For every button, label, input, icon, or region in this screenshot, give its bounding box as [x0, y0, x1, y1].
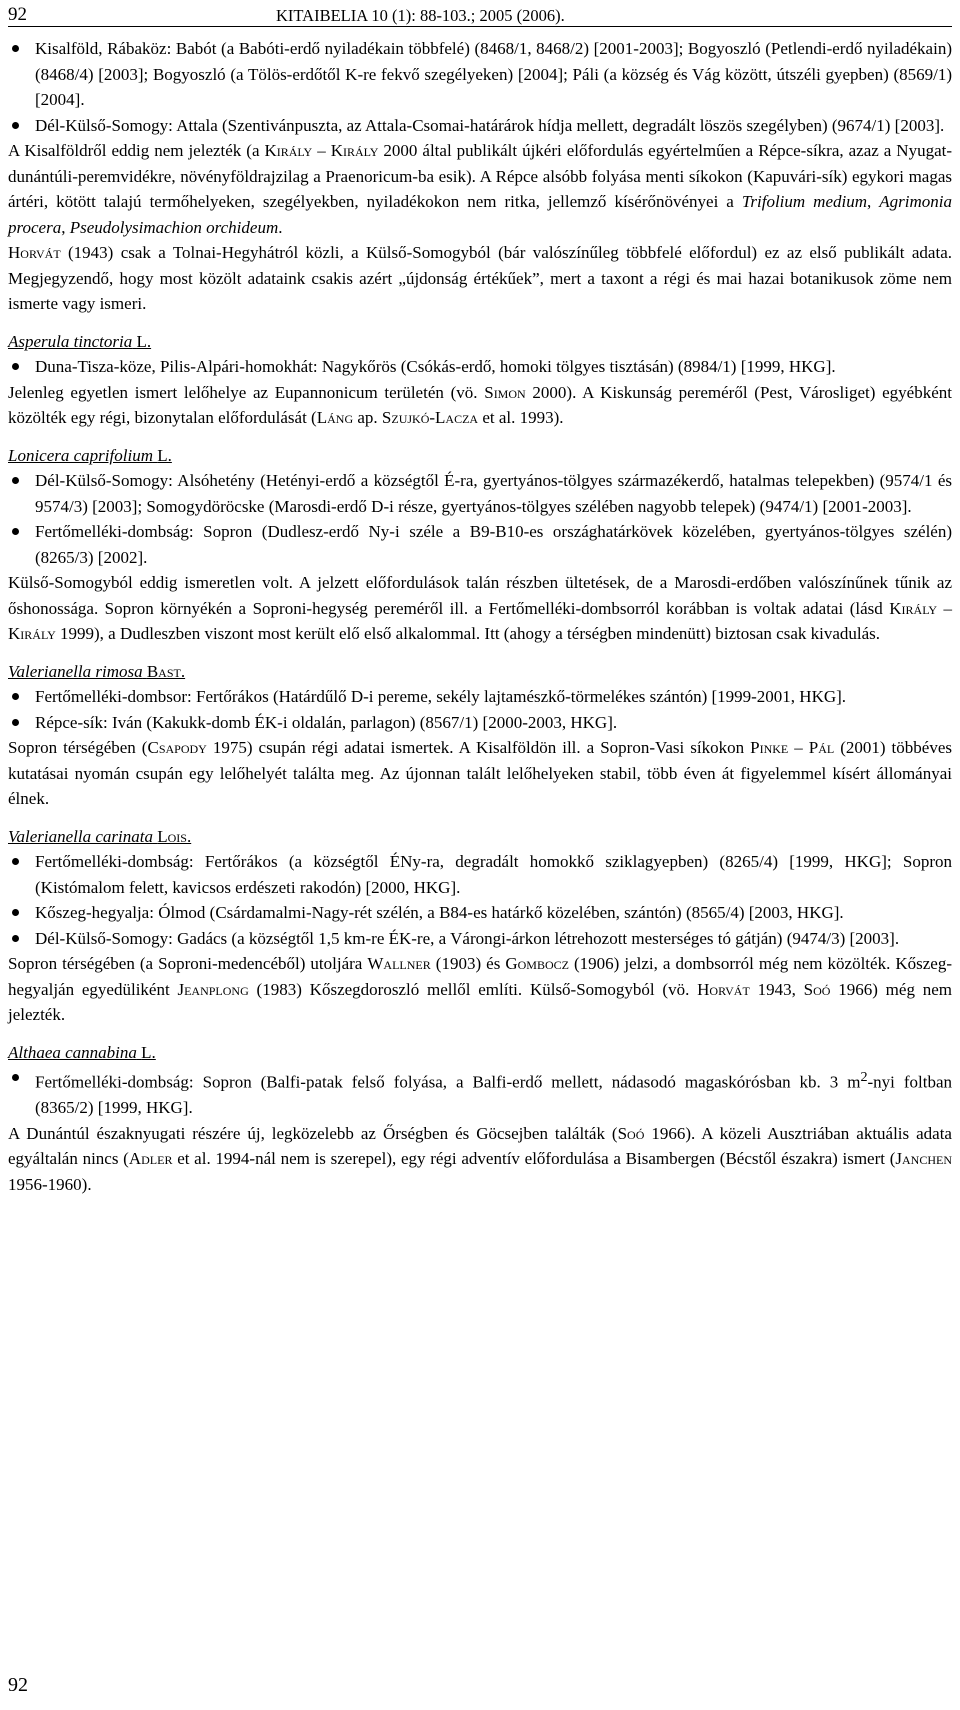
species-heading [8, 659, 952, 685]
author-name: Pál [808, 738, 835, 757]
discussion-paragraph: Horvát (1943) csak a Tolnai-Hegyhátról közli, a Külső-Somogyból (bár valószínűleg többfelé előfordul) ez az első publikált adata. Megjegyzendő, hogy most közölt adataink csakis azért „újdonság értékűek”, mert a taxont a régi és mai hazai botanikusok zöme nem ismerte vagy ismeri. [8, 243, 952, 313]
author-name: Janchen [895, 1149, 953, 1169]
discussion-paragraph: Sopron térségében (Csapody 1975) csupán régi adatai ismertek. A Kisalföldön ill. a Sopron-Vasi síkokon Pinke – Pál (2001) többéves kutatásai nyomán csupán egy lelőhelyét találta meg. Az újonnan talált lelőhelyeken stabil, több éven át figyelemmel kísért állományai élnek. [8, 738, 952, 808]
species-heading [8, 443, 952, 469]
article-body [8, 36, 952, 1197]
author-name: Gombocz [505, 954, 569, 973]
species-name: Asperula tinctoria [8, 331, 133, 351]
author-name: Pinke [750, 738, 789, 757]
author-name: Adler [128, 1149, 173, 1169]
species-author: L. [157, 445, 172, 465]
species-author: L. [141, 1042, 156, 1062]
locality-entry: Kisalföld, Rábaköz: Babót (a Babóti-erdő nyiladékain többfelé) (8468/1, 8468/2) [2001-2003]; Bogyoszló (Petlendi-erdő nyiladékain) (8468/4) [2003]; Bogyoszló (a Tölös-erdőtől K-re fekvő szegélyeken) [2004]; Páli (a község és Vág között, útszéli gyepben) (8569/1) [2004]. [8, 36, 952, 113]
species-heading [8, 1040, 952, 1066]
author-name: Király [264, 141, 313, 160]
author-name: Király [330, 141, 379, 160]
discussion-paragraph: Jelenleg egyetlen ismert lelőhelye az Eupannonicum területén (vö. Simon 2000). A Kiskunság pereméről (Pest, Városliget) egyébként közölték egy régi, bizonytalan előfordulását (Láng ap. Szujkó-Lacza et al. 1993). [8, 382, 952, 427]
species-author: L. [136, 331, 152, 351]
page-number-top: 92 [8, 4, 27, 25]
species-heading [8, 824, 952, 850]
taxon-name: Agrimonia procera [8, 192, 953, 237]
locality-entry: Fertőmelléki-dombsor: Fertőrákos (Határdűlő D-i pereme, sekély lajtamészkő-törmelékes szántón) [1999-2001, HKG]. [8, 684, 952, 710]
running-header [8, 4, 952, 27]
species-author: Bast. [146, 661, 186, 681]
author-name: Jeanplong [177, 979, 249, 999]
author-name: Szujkó-Lacza [381, 408, 479, 427]
species-name: Valerianella rimosa [8, 661, 143, 681]
locality-entry: Dél-Külső-Somogy: Gadács (a községtől 1,5 km-re ÉK-re, a Várongi-árkon létrehozott mesterséges tó gátján) (9474/3) [2003]. [8, 926, 952, 952]
locality-entry: Kőszeg-hegyalja: Ólmod (Csárdamalmi-Nagy-rét szélén, a B84-es határkő közelében, szántón) (8565/4) [2003, HKG]. [8, 900, 952, 926]
locality-entry: Dél-Külső-Somogy: Alsóhetény (Hetényi-erdő a községtől É-ra, gyertyános-tölgyes származékerdő, hatalmas telepekben) (9574/1 és 9574/3) [2003]; Somogydöröcske (Marosdi-erdő D-i része, gyertyános-tölgyes szélében nagyobb telepek) (9474/1) [2001-2003]. [8, 468, 952, 519]
author-name: Király [889, 598, 937, 618]
author-name: Horvát [697, 979, 750, 999]
author-name: Csapody [147, 738, 207, 757]
author-name: Horvát [8, 243, 61, 262]
species-heading [8, 329, 952, 355]
species-name: Valerianella carinata [8, 826, 153, 846]
author-name: Simon [484, 382, 526, 402]
locality-entry: Fertőmelléki-dombság: Sopron (Balfi-patak felső folyása, a Balfi-erdő mellett, nádasodó magaskórósban kb. 3 $m^2$-nyi foltban (8365/2) [1999, HKG]. [8, 1065, 952, 1121]
journal-citation: KITAIBELIA 10 (1): 88-103.; 2005 (2006). [276, 6, 565, 25]
species-name: Lonicera caprifolium [8, 445, 153, 465]
taxon-name: Pseudolysimachion orchideum [69, 217, 279, 237]
author-name: Láng [316, 408, 354, 427]
locality-entry: Répce-sík: Iván (Kakukk-domb ÉK-i oldalán, parlagon) (8567/1) [2000-2003, HKG]. [8, 710, 952, 736]
page-number-bottom: 92 [8, 1674, 28, 1696]
locality-entry: Fertőmelléki-dombság: Fertőrákos (a községtől ÉNy-ra, degradált homokkő sziklagyepben) (8265/4) [1999, HKG]; Sopron (Kistómalom felett, kavicsos erdészeti rakodón) [2000, HKG]. [8, 849, 952, 900]
superscript: 2 [860, 1069, 868, 1085]
author-name: Wallner [367, 954, 431, 973]
species-name: Althaea cannabina [8, 1042, 137, 1062]
locality-entry: Duna-Tisza-köze, Pilis-Alpári-homokhát: Nagykőrös (Csókás-erdő, homoki tölgyes tisztásán) (8984/1) [1999, HKG]. [8, 354, 952, 380]
species-author: Lois. [157, 826, 192, 846]
taxon-name: Trifolium medium [741, 192, 868, 211]
discussion-paragraph: Sopron térségében (a Soproni-medencéből) utoljára Wallner (1903) és Gombocz (1906) jelzi, a dombsorról még nem közölték. Kőszeg-hegyalján egyedüliként Jeanplong (1983) Kőszegdoroszló mellől említi. Külső-Somogyból (vö. Horvát 1943, Soó 1966) még nem jelezték. [8, 954, 953, 1024]
locality-entry: Fertőmelléki-dombság: Sopron (Dudlesz-erdő Ny-i széle a B9-B10-es országhatárkövek közelében, gyertyános-tölgyes szélén) (8265/3) [2002]. [8, 519, 952, 570]
discussion-paragraph: A Kisalföldről eddig nem jelezték (a Király – Király 2000 által publikált újkéri előfordulás egyértelműen a Répce-síkra, azaz a Nyugat-dunántúli-peremvidékre, növényföldrajzilag a Praenoricum-ba esik). A Répce alsóbb folyása menti síkokon (Kapuvári-sík) egykori magas ártéri, kötött talajú termőhelyeken, szegélyekben, nyiladékokon nem ritka, jellemző kísérőnövényei a Trifolium medium, Agrimonia procera, Pseudolysimachion orchideum. [8, 141, 953, 237]
author-name: Király [8, 624, 56, 643]
discussion-paragraph: Külső-Somogyból eddig ismeretlen volt. A jelzett előfordulások talán részben ültetések, de a Marosdi-erdőben valószínűnek tűnik az őshonossága. Sopron környékén a Soproni-hegység pereméről ill. a Fertőmelléki-dombsorról korábban is voltak adatai (lásd Király – Király 1999), a Dudleszben viszont most került elő első alkalommal. Itt (ahogy a térségben mindenütt) biztosan csak kivadulás. [8, 573, 952, 643]
locality-entry: Dél-Külső-Somogy: Attala (Szentivánpuszta, az Attala-Csomai-határárok hídja mellett, degradált löszös szegélyben) (9674/1) [2003]. [8, 113, 952, 139]
author-name: Soó [617, 1123, 645, 1143]
author-name: Soó [803, 979, 831, 999]
discussion-paragraph: A Dunántúl északnyugati részére új, legközelebb az Őrségben és Göcsejben találták (Soó 1966). A közeli Ausztriában aktuális adata egyáltalán nincs (Adler et al. 1994-nál nem is szerepel), egy régi adventív előfordulása a Bisambergen (Bécstől északra) ismert (Janchen 1956-1960). [8, 1123, 953, 1194]
